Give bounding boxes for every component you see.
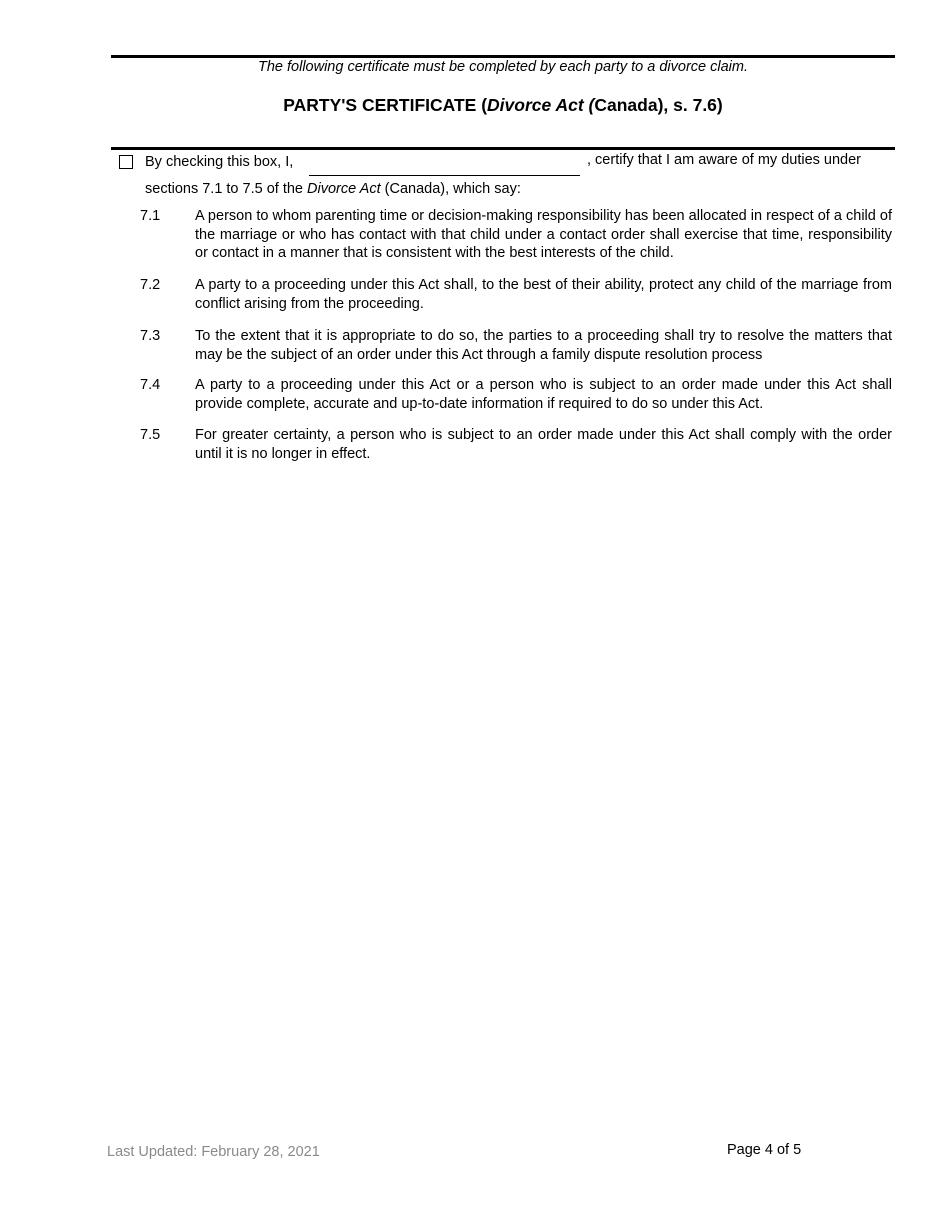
last-updated-text: Last Updated: February 28, 2021 [107, 1144, 320, 1160]
section-number: 7.5 [140, 427, 161, 443]
section-number: 7.3 [140, 328, 161, 344]
section-text: A person to whom parenting time or decision-making responsibility has been allocated in respect of a child of the marriage or who has contact with that child under a contact order shall exercise that time, responsibility or contact in a manner that is consistent with the best interests of the child. [195, 208, 892, 261]
title-suffix: Canada), s. 7.6) [594, 95, 723, 115]
cert-line2-suffix: (Canada), which say: [380, 181, 521, 197]
section-number: 7.4 [140, 377, 161, 393]
section-item-7-3 [140, 327, 892, 364]
certify-sections-text [145, 180, 521, 198]
title-italic: Divorce Act ( [487, 95, 595, 115]
section-text: To the extent that it is appropriate to do so, the parties to a proceeding shall try to resolve the matters that may be the subject of an order under this Act through a family dispute resolution process [195, 328, 892, 363]
section-rule [111, 147, 895, 150]
certify-prefix-text: By checking this box, I, [145, 154, 294, 170]
certify-suffix-text: , certify that I am aware of my duties under [587, 152, 862, 168]
section-item-7-5 [140, 426, 892, 463]
section-text: For greater certainty, a person who is subject to an order made under this Act shall comply with the order until it is no longer in effect. [195, 427, 892, 462]
title-prefix: PARTY'S CERTIFICATE ( [283, 95, 488, 115]
certificate-title [111, 94, 895, 116]
section-text: A party to a proceeding under this Act or a person who is subject to an order made under this Act shall provide complete, accurate and up-to-date information if required to do so under this Act. [195, 377, 892, 412]
party-name-field[interactable] [309, 151, 580, 176]
page-number: Page 4 of 5 [727, 1142, 802, 1158]
instruction-text: The following certificate must be completed by each party to a divorce claim. [257, 59, 748, 75]
certify-checkbox[interactable] [119, 155, 133, 169]
section-text: A party to a proceeding under this Act shall, to the best of their ability, protect any child of the marriage from conflict arising from the proceeding. [195, 277, 892, 312]
top-rule [111, 55, 895, 58]
cert-line2-italic: Divorce Act [307, 181, 381, 197]
section-number: 7.1 [140, 208, 161, 224]
section-number: 7.2 [140, 277, 161, 293]
section-item-7-4 [140, 376, 892, 413]
cert-line2-prefix: sections 7.1 to 7.5 of the [145, 181, 308, 197]
section-item-7-2 [140, 276, 892, 313]
section-item-7-1 [140, 207, 892, 263]
